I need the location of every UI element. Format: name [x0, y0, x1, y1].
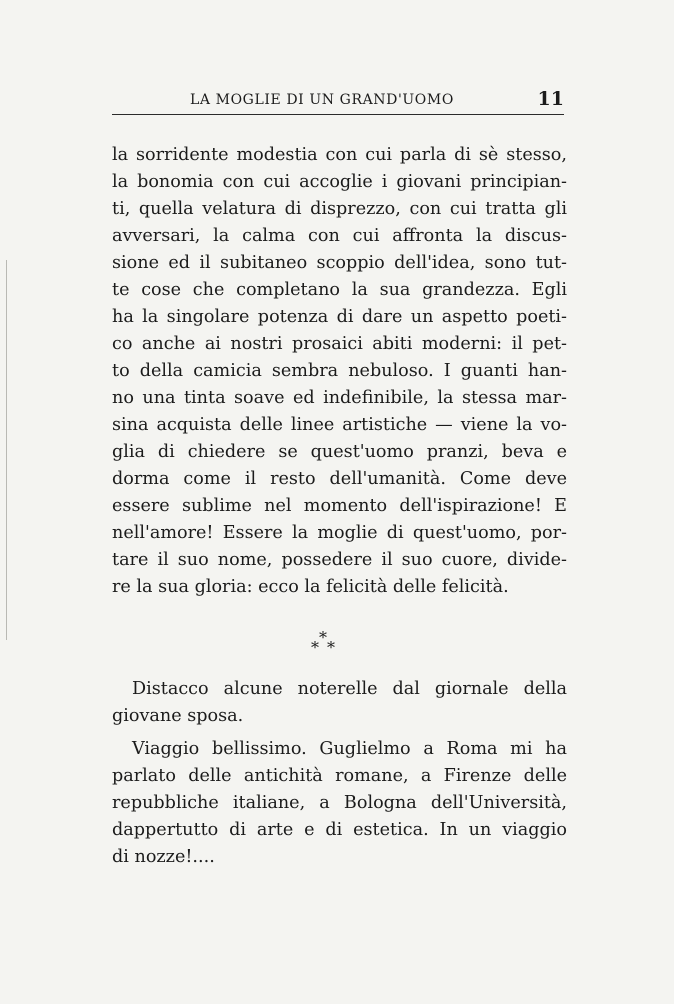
text-line: nell'amore! Essere la moglie di quest'uomo, por- [112, 523, 567, 543]
text-line: re la sua gloria: ecco la felicità delle felicità. [112, 577, 509, 597]
text-line: ti, quella velatura di disprezzo, con cui tratta gli [112, 199, 567, 219]
text-line: Distacco alcune noterelle dal giornale della [132, 679, 567, 699]
page-edge-shadow [6, 260, 7, 640]
text-line: dappertutto di arte e di estetica. In un viaggio [112, 820, 567, 840]
text-line: giovane sposa. [112, 706, 244, 726]
text-line: glia di chiedere se quest'uomo pranzi, beva e [112, 442, 567, 462]
text-line: repubbliche italiane, a Bologna dell'Università, [112, 793, 567, 813]
text-line: no una tinta soave ed indefinibile, la stessa mar- [112, 388, 567, 408]
text-line: essere sublime nel momento dell'ispirazione! E [112, 496, 567, 516]
paragraph-1 [112, 142, 567, 601]
asterisk: * [319, 628, 327, 647]
asterisk: * [327, 638, 335, 657]
paragraph-3 [112, 736, 567, 871]
text-line: sione ed il subitaneo scoppio dell'idea, sono tut- [112, 253, 567, 273]
text-line: la bonomia con cui accoglie i giovani principian- [112, 172, 567, 192]
paragraph-2 [112, 676, 567, 730]
text-line: to della camicia sembra nebuloso. I guanti han- [112, 361, 567, 381]
text-line: la sorridente modestia con cui parla di sè stesso, [112, 145, 567, 165]
text-line: co anche ai nostri prosaici abiti moderni: il pet- [112, 334, 567, 354]
page-header [112, 86, 564, 116]
text-line: te cose che completano la sua grandezza. Egli [112, 280, 567, 300]
text-line: Viaggio bellissimo. Guglielmo a Roma mi ha [132, 739, 567, 759]
text-line: parlato delle antichità romane, a Firenze delle [112, 766, 567, 786]
page-number: 11 [537, 88, 564, 110]
text-line: dorma come il resto dell'umanità. Come deve [112, 469, 567, 489]
text-line: tare il suo nome, possedere il suo cuore, divide- [112, 550, 567, 570]
text-line: ha la singolare potenza di dare un aspetto poeti- [112, 307, 567, 327]
asterisk: * [311, 638, 319, 657]
text-line: sina acquista delle linee artistiche — viene la vo- [112, 415, 567, 435]
running-head: LA MOGLIE DI UN GRAND'UOMO [190, 92, 454, 108]
header-rule [112, 114, 564, 115]
text-line: avversari, la calma con cui affronta la discus- [112, 226, 567, 246]
text-line: di nozze!.... [112, 847, 215, 867]
asterism-divider [308, 628, 348, 662]
